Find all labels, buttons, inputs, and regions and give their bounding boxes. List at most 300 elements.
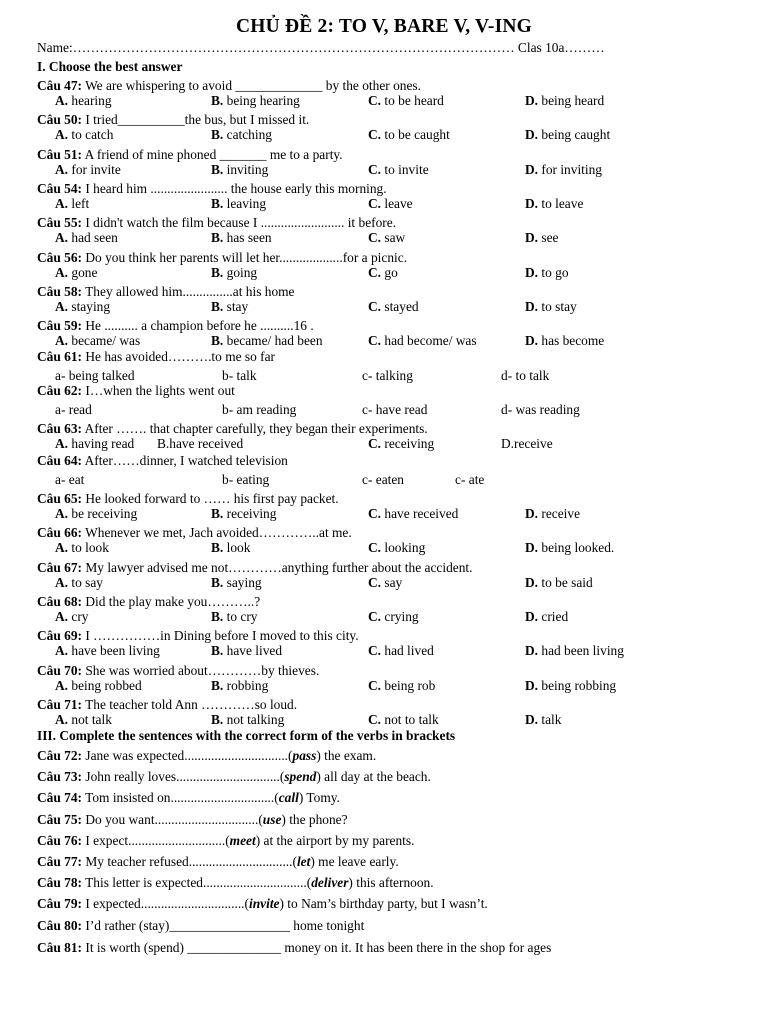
answer-option bbox=[211, 712, 284, 728]
sentence-start: John really loves...............................( bbox=[82, 769, 285, 785]
question bbox=[37, 663, 319, 679]
question-number: Câu 63: bbox=[37, 421, 83, 436]
question-number: Câu 75: bbox=[37, 811, 83, 827]
verb-hint: invite bbox=[249, 896, 280, 912]
option-text: crying bbox=[381, 608, 419, 624]
option-text: have lived bbox=[223, 643, 283, 659]
option-text: had lived bbox=[381, 643, 434, 659]
option-letter: C. bbox=[368, 230, 382, 246]
option-text: to be heard bbox=[381, 93, 444, 108]
option-text: receiving bbox=[381, 436, 435, 451]
option-text: had been living bbox=[538, 643, 624, 659]
answer-option bbox=[211, 643, 282, 659]
answer-option: a- read bbox=[55, 402, 92, 417]
question-text: The teacher told Ann …………so loud. bbox=[82, 696, 298, 712]
question-text: Do you think her parents will let her...................for a picnic. bbox=[82, 249, 408, 265]
option-letter: B. bbox=[211, 298, 224, 314]
option-letter: D. bbox=[525, 540, 539, 556]
fill-in-sentence bbox=[37, 812, 348, 828]
section-heading-3: III. Complete the sentences with the correct form of the verbs in brackets bbox=[37, 728, 456, 743]
answer-option bbox=[211, 609, 258, 625]
question-text: I didn't watch the film because I ......................... it before. bbox=[82, 215, 397, 231]
option-letter: D. bbox=[525, 93, 539, 108]
option-letter: D. bbox=[525, 127, 539, 143]
question-number: Câu 80: bbox=[37, 918, 83, 933]
option-text: receiving bbox=[223, 506, 277, 521]
option-text: stay bbox=[223, 298, 249, 314]
option-letter: D. bbox=[525, 643, 539, 659]
answer-option bbox=[55, 436, 134, 452]
option-letter: D. bbox=[525, 333, 539, 349]
answer-option bbox=[368, 162, 429, 178]
sentence-start: Jane was expected...............................( bbox=[82, 748, 293, 763]
answer-option bbox=[55, 609, 88, 625]
answer-option bbox=[368, 712, 439, 728]
question-number: Câu 54: bbox=[37, 180, 83, 196]
option-letter: A. bbox=[55, 230, 69, 246]
question-text: My lawyer advised me not…………anything further about the accident. bbox=[82, 559, 473, 575]
option-letter: B. bbox=[211, 574, 224, 590]
option-letter: C. bbox=[368, 333, 382, 349]
answer-option bbox=[525, 299, 577, 315]
option-text: to invite bbox=[381, 161, 429, 177]
question-text: After ……. that chapter carefully, they began their experiments. bbox=[82, 421, 428, 436]
answer-option bbox=[211, 196, 266, 212]
question-number: Câu 74: bbox=[37, 790, 83, 806]
question-number: Câu 62: bbox=[37, 383, 83, 398]
option-letter: A. bbox=[55, 333, 69, 349]
option-text: not talk bbox=[68, 711, 112, 727]
sentence-start: Tom insisted on...............................( bbox=[82, 790, 279, 806]
question bbox=[37, 112, 309, 128]
option-text: not to talk bbox=[381, 711, 439, 727]
option-text: be receiving bbox=[68, 506, 138, 521]
question-number: Câu 71: bbox=[37, 696, 83, 712]
answer-option: b- eating bbox=[222, 472, 270, 487]
sentence-start: Do you want...............................( bbox=[82, 811, 263, 827]
option-letter: A. bbox=[55, 195, 69, 211]
sentence-start: My teacher refused...............................( bbox=[82, 854, 297, 869]
verb-hint: use bbox=[262, 811, 282, 827]
option-letter: A. bbox=[55, 264, 69, 280]
answer-option bbox=[211, 230, 272, 246]
question bbox=[37, 181, 387, 197]
question bbox=[37, 383, 235, 399]
answer-option bbox=[55, 678, 142, 694]
option-letter: C. bbox=[368, 677, 382, 693]
answer-option: d- to talk bbox=[501, 368, 550, 383]
option-letter: C. bbox=[368, 161, 382, 177]
question-number: Câu 50: bbox=[37, 112, 83, 128]
option-text: not talking bbox=[223, 711, 285, 727]
question bbox=[37, 215, 396, 231]
verb-hint: pass bbox=[292, 748, 317, 763]
answer-option bbox=[525, 575, 593, 591]
answer-option bbox=[525, 712, 561, 728]
question bbox=[37, 453, 288, 469]
option-text: hearing bbox=[68, 93, 112, 108]
question-number: Câu 51: bbox=[37, 146, 83, 162]
option-letter: B. bbox=[211, 643, 224, 659]
answer-option: c- eaten bbox=[362, 472, 404, 487]
option-letter: A. bbox=[55, 506, 69, 521]
option-letter: D. bbox=[525, 264, 539, 280]
fill-in-sentence bbox=[37, 833, 414, 849]
option-letter: C. bbox=[368, 506, 382, 521]
option-letter: A. bbox=[55, 436, 69, 451]
option-text: talk bbox=[538, 711, 562, 727]
option-text: to leave bbox=[538, 195, 584, 211]
answer-option bbox=[55, 643, 160, 659]
answer-option bbox=[211, 678, 268, 694]
question-text: She was worried about…………by thieves. bbox=[82, 662, 320, 678]
name-line: Name:……………………………………………………………………………………… Clas 10a……… bbox=[37, 40, 605, 55]
option-text: being hearing bbox=[223, 93, 300, 108]
answer-option bbox=[368, 540, 425, 556]
question-number: Câu 72: bbox=[37, 748, 83, 763]
option-letter: A. bbox=[55, 161, 69, 177]
question bbox=[37, 697, 297, 713]
question-number: Câu 61: bbox=[37, 349, 83, 364]
sentence-end: ) to Nam’s birthday party, but I wasn’t. bbox=[279, 896, 488, 912]
answer-option bbox=[368, 678, 435, 694]
question-number: Câu 76: bbox=[37, 832, 83, 848]
option-letter: C. bbox=[368, 127, 382, 143]
answer-option bbox=[211, 506, 276, 522]
question-number: Câu 81: bbox=[37, 940, 83, 955]
answer-option bbox=[55, 93, 112, 109]
option-letter: D. bbox=[525, 608, 539, 624]
question-number: Câu 56: bbox=[37, 249, 83, 265]
question-number: Câu 67: bbox=[37, 559, 83, 575]
option-text: robbing bbox=[223, 677, 269, 693]
option-letter: A. bbox=[55, 93, 69, 108]
answer-option bbox=[211, 333, 323, 349]
option-text: inviting bbox=[223, 161, 269, 177]
option-letter: D. bbox=[525, 506, 539, 521]
fill-in-sentence bbox=[37, 918, 364, 934]
option-letter: A. bbox=[55, 127, 69, 143]
answer-option bbox=[55, 265, 97, 281]
option-text: had become/ was bbox=[381, 333, 477, 349]
answer-option bbox=[525, 506, 580, 522]
answer-option bbox=[368, 196, 413, 212]
option-text: became/ was bbox=[68, 333, 141, 349]
verb-hint: deliver bbox=[311, 875, 349, 891]
answer-option bbox=[525, 230, 558, 246]
option-text: saying bbox=[223, 574, 262, 590]
answer-option bbox=[211, 575, 262, 591]
option-text: see bbox=[538, 230, 559, 246]
answer-option bbox=[55, 540, 109, 556]
verb-hint: call bbox=[278, 790, 299, 806]
answer-option bbox=[55, 127, 113, 143]
option-text: being robbing bbox=[538, 677, 617, 693]
question bbox=[37, 491, 339, 507]
question-text: I…when the lights went out bbox=[82, 383, 235, 398]
question bbox=[37, 284, 295, 300]
answer-option bbox=[368, 127, 450, 143]
option-text: stayed bbox=[381, 298, 419, 314]
option-text: receive bbox=[538, 506, 581, 521]
option-letter: B. bbox=[211, 677, 224, 693]
option-letter: C. bbox=[368, 93, 382, 108]
option-letter: A. bbox=[55, 711, 69, 727]
answer-option bbox=[368, 265, 398, 281]
question bbox=[37, 525, 352, 541]
option-letter: B. bbox=[211, 230, 224, 246]
question-text: A friend of mine phoned _______ me to a party. bbox=[82, 146, 343, 162]
answer-option: c- have read bbox=[362, 402, 428, 417]
option-letter: A. bbox=[55, 677, 69, 693]
question-text: After……dinner, I watched television bbox=[82, 453, 288, 468]
answer-option bbox=[368, 436, 434, 452]
option-text: being caught bbox=[538, 127, 611, 143]
answer-option bbox=[525, 93, 604, 109]
answer-option bbox=[55, 230, 118, 246]
answer-option bbox=[211, 127, 272, 143]
option-text: has become bbox=[538, 333, 605, 349]
option-text: for invite bbox=[68, 161, 121, 177]
question-text: Did the play make you………..? bbox=[82, 593, 261, 609]
answer-option: a- being talked bbox=[55, 368, 135, 383]
answer-option bbox=[525, 196, 583, 212]
option-text: being looked. bbox=[538, 540, 615, 556]
option-text: for inviting bbox=[538, 161, 603, 177]
answer-option bbox=[55, 712, 112, 728]
section-heading-1: I. Choose the best answer bbox=[37, 59, 183, 74]
answer-option bbox=[55, 333, 140, 349]
option-letter: C. bbox=[368, 264, 382, 280]
option-letter: A. bbox=[55, 608, 69, 624]
option-text: go bbox=[381, 264, 398, 280]
question-text: He looked forward to …… his first pay packet. bbox=[82, 491, 339, 506]
question-number: Câu 58: bbox=[37, 283, 83, 299]
option-text: to be caught bbox=[381, 127, 450, 143]
answer-option: b- am reading bbox=[222, 402, 297, 417]
answer-option: D.receive bbox=[501, 436, 553, 451]
option-text: became/ had been bbox=[223, 333, 323, 349]
question-number: Câu 69: bbox=[37, 628, 83, 644]
answer-option bbox=[55, 506, 137, 522]
question-text: I ……………in Dining before I moved to this city. bbox=[82, 628, 359, 644]
option-letter: D. bbox=[525, 298, 539, 314]
answer-option bbox=[368, 230, 405, 246]
option-letter: C. bbox=[368, 195, 382, 211]
answer-option bbox=[525, 265, 569, 281]
question-number: Câu 77: bbox=[37, 854, 83, 869]
option-letter: C. bbox=[368, 711, 382, 727]
question-number: Câu 68: bbox=[37, 593, 83, 609]
option-letter: C. bbox=[368, 436, 382, 451]
option-text: had seen bbox=[68, 230, 118, 246]
option-text: leave bbox=[381, 195, 413, 211]
worksheet-title: CHỦ ĐỀ 2: TO V, BARE V, V-ING bbox=[235, 16, 533, 37]
question-number: Câu 73: bbox=[37, 769, 83, 785]
answer-option bbox=[368, 643, 434, 659]
option-letter: B. bbox=[211, 127, 224, 143]
option-letter: B. bbox=[211, 711, 224, 727]
question-text: Whenever we met, Jach avoided…………..at me. bbox=[82, 525, 352, 541]
fill-in-sentence bbox=[37, 790, 340, 806]
answer-option bbox=[211, 299, 248, 315]
answer-option bbox=[368, 609, 419, 625]
answer-option bbox=[55, 162, 121, 178]
option-letter: D. bbox=[525, 677, 539, 693]
option-letter: C. bbox=[368, 574, 382, 590]
question-number: Câu 70: bbox=[37, 662, 83, 678]
answer-option: B.have received bbox=[157, 436, 244, 451]
question-text: He .......... a champion before he ..........16 . bbox=[82, 318, 314, 334]
option-text: has seen bbox=[223, 230, 272, 246]
sentence-start: I expected...............................( bbox=[82, 896, 249, 912]
fill-in-sentence bbox=[37, 896, 488, 912]
question-number: Câu 78: bbox=[37, 875, 83, 891]
option-text: leaving bbox=[223, 195, 267, 211]
answer-option bbox=[525, 540, 614, 556]
fill-in-sentence bbox=[37, 854, 399, 870]
option-letter: B. bbox=[211, 540, 224, 556]
answer-option bbox=[55, 299, 110, 315]
option-letter: A. bbox=[55, 574, 69, 590]
question bbox=[37, 594, 260, 610]
option-text: being robbed bbox=[68, 677, 142, 693]
option-text: to go bbox=[538, 264, 569, 280]
option-letter: B. bbox=[211, 195, 224, 211]
question bbox=[37, 147, 343, 163]
question-number: Câu 79: bbox=[37, 896, 83, 912]
verb-hint: meet bbox=[229, 832, 256, 848]
question-text: I’d rather (stay)__________________ home tonight bbox=[82, 918, 365, 933]
option-letter: B. bbox=[211, 333, 224, 349]
question-number: Câu 65: bbox=[37, 491, 83, 506]
answer-option: c- ate bbox=[455, 472, 485, 487]
verb-hint: let bbox=[296, 854, 311, 869]
option-text: gone bbox=[68, 264, 98, 280]
answer-option bbox=[211, 540, 250, 556]
option-text: being heard bbox=[538, 93, 605, 108]
question bbox=[37, 560, 472, 576]
answer-option bbox=[368, 333, 477, 349]
option-letter: D. bbox=[525, 161, 539, 177]
answer-option bbox=[211, 265, 257, 281]
answer-option: d- was reading bbox=[501, 402, 580, 417]
sentence-end: ) at the airport by my parents. bbox=[255, 832, 415, 848]
option-text: saw bbox=[381, 230, 406, 246]
option-letter: C. bbox=[368, 540, 382, 556]
question-number: Câu 64: bbox=[37, 453, 83, 468]
option-letter: D. bbox=[525, 574, 539, 590]
question-number: Câu 55: bbox=[37, 215, 83, 231]
answer-option bbox=[525, 678, 616, 694]
question-text: It is worth (spend) ______________ money on it. It has been there in the shop for ages bbox=[82, 940, 552, 955]
answer-option bbox=[525, 643, 624, 659]
sentence-end: ) the phone? bbox=[281, 811, 348, 827]
option-text: to stay bbox=[538, 298, 577, 314]
option-text: to look bbox=[68, 540, 109, 556]
option-letter: D. bbox=[525, 711, 539, 727]
answer-option bbox=[55, 196, 89, 212]
option-text: have been living bbox=[68, 643, 160, 659]
answer-option bbox=[368, 93, 444, 109]
option-text: to cry bbox=[223, 608, 258, 624]
option-letter: A. bbox=[55, 643, 69, 659]
answer-option bbox=[368, 506, 458, 522]
option-letter: D. bbox=[525, 195, 539, 211]
option-text: have received bbox=[381, 506, 459, 521]
option-letter: A. bbox=[55, 540, 69, 556]
answer-option: b- talk bbox=[222, 368, 257, 383]
question bbox=[37, 421, 428, 437]
option-text: cried bbox=[538, 608, 569, 624]
option-text: looking bbox=[381, 540, 426, 556]
sentence-end: ) this afternoon. bbox=[348, 875, 434, 891]
option-text: to say bbox=[68, 574, 103, 590]
option-text: having read bbox=[68, 436, 135, 451]
answer-option bbox=[368, 299, 419, 315]
question-number: Câu 66: bbox=[37, 525, 83, 541]
fill-in-sentence bbox=[37, 769, 431, 785]
answer-option: c- talking bbox=[362, 368, 413, 383]
question-number: Câu 47: bbox=[37, 78, 83, 93]
question-number: Câu 59: bbox=[37, 318, 83, 334]
option-text: being rob bbox=[381, 677, 436, 693]
option-letter: A. bbox=[55, 298, 69, 314]
answer-option bbox=[368, 575, 402, 591]
option-letter: B. bbox=[211, 264, 224, 280]
option-letter: D. bbox=[525, 230, 539, 246]
verb-hint: spend bbox=[284, 769, 317, 785]
option-text: to be said bbox=[538, 574, 593, 590]
answer-option bbox=[525, 333, 604, 349]
option-letter: C. bbox=[368, 608, 382, 624]
option-text: cry bbox=[68, 608, 89, 624]
question-text: He has avoided……….to me so far bbox=[82, 349, 276, 364]
option-letter: C. bbox=[368, 298, 382, 314]
option-text: left bbox=[68, 195, 90, 211]
question bbox=[37, 628, 359, 644]
fill-in-sentence bbox=[37, 940, 551, 956]
option-letter: B. bbox=[211, 506, 224, 521]
question-text: I heard him ....................... the house early this morning. bbox=[82, 180, 387, 196]
question-text: They allowed him...............at his home bbox=[82, 283, 295, 299]
sentence-start: This letter is expected...............................( bbox=[82, 875, 312, 891]
option-letter: B. bbox=[211, 93, 224, 108]
sentence-end: ) the exam. bbox=[316, 748, 377, 763]
fill-in-sentence bbox=[37, 875, 434, 891]
option-text: to catch bbox=[68, 127, 114, 143]
option-text: staying bbox=[68, 298, 111, 314]
question bbox=[37, 349, 275, 365]
question-text: I tried__________the bus, but I missed it. bbox=[82, 112, 310, 128]
sentence-end: ) me leave early. bbox=[310, 854, 399, 869]
option-text: going bbox=[223, 264, 258, 280]
sentence-start: I expect.............................( bbox=[82, 832, 230, 848]
answer-option bbox=[211, 93, 300, 109]
answer-option bbox=[525, 162, 602, 178]
question bbox=[37, 250, 407, 266]
option-letter: B. bbox=[211, 161, 224, 177]
sentence-end: ) all day at the beach. bbox=[316, 769, 431, 785]
fill-in-sentence bbox=[37, 748, 376, 764]
answer-option bbox=[525, 609, 568, 625]
answer-option bbox=[525, 127, 610, 143]
sentence-end: ) Tomy. bbox=[298, 790, 340, 806]
answer-option bbox=[55, 575, 103, 591]
option-letter: C. bbox=[368, 643, 382, 659]
answer-option bbox=[211, 162, 268, 178]
question bbox=[37, 78, 421, 94]
